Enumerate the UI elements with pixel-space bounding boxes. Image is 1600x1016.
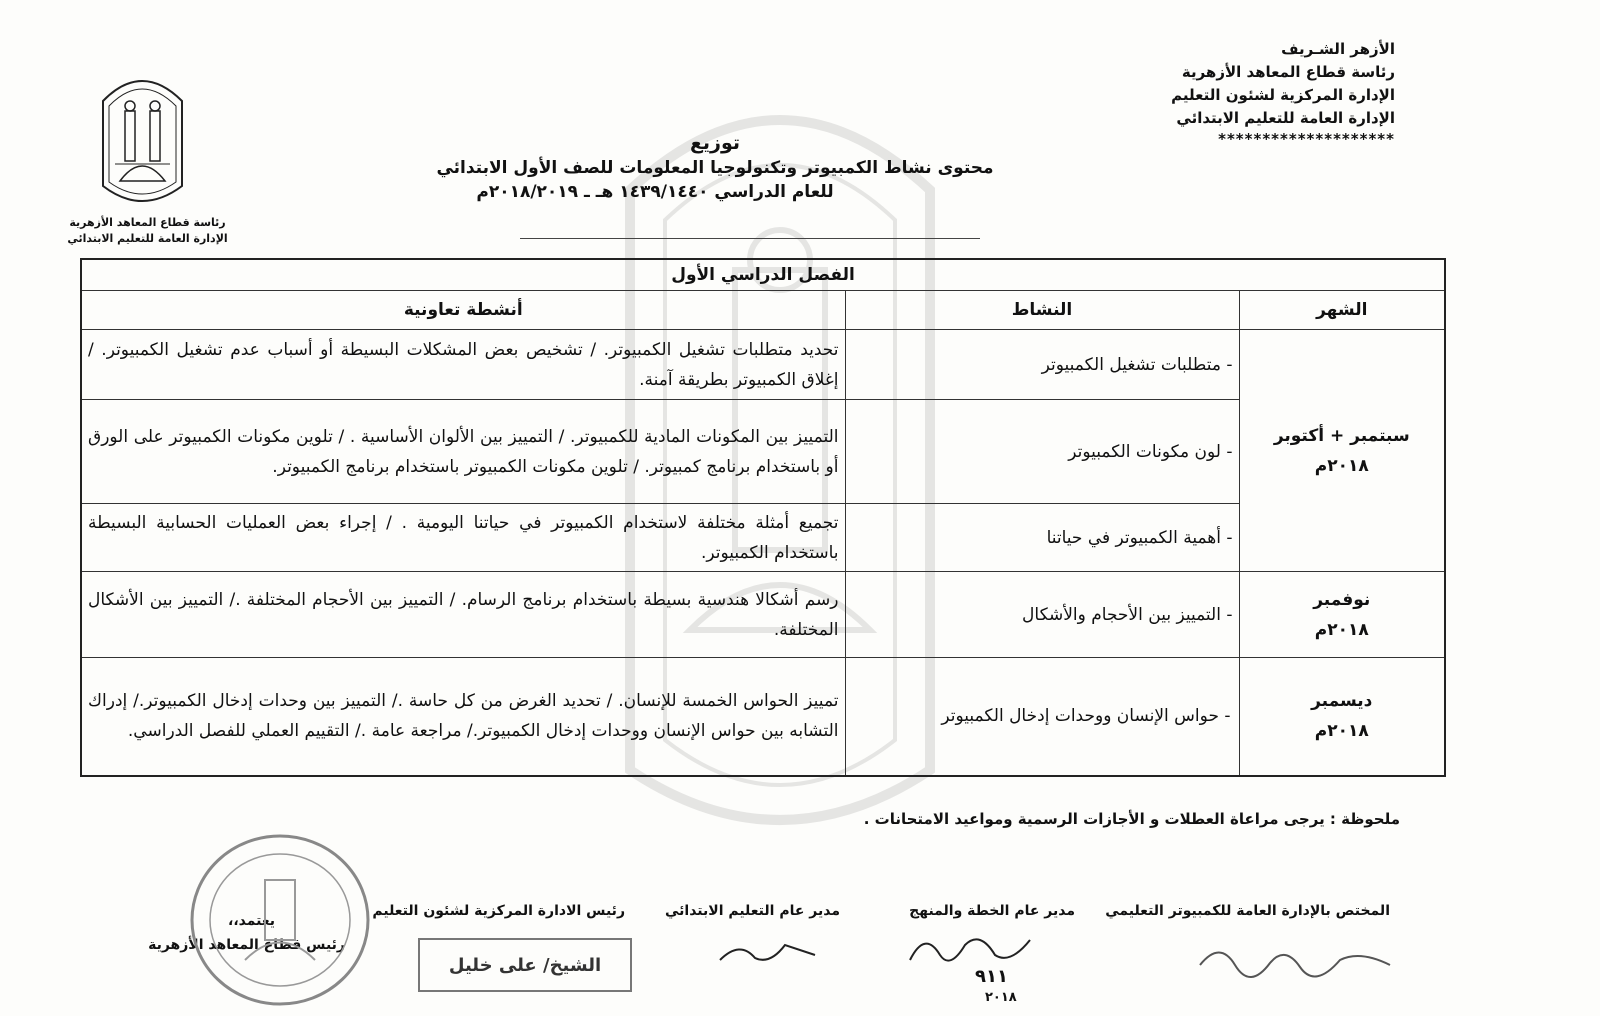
month-name: نوفمبر	[1313, 589, 1371, 610]
title-line-1: توزيع	[689, 132, 741, 154]
name-stamp: الشيخ/ على خليل	[418, 938, 632, 992]
month-cell	[1239, 658, 1445, 776]
month-year: ٢٠١٨م	[1314, 721, 1369, 742]
header-stars: ********************	[1218, 130, 1395, 148]
logo-caption	[60, 215, 235, 247]
logo-caption-line-2: الإدارة العامة للتعليم الابتدائي	[67, 232, 228, 245]
official-seal-icon	[185, 830, 375, 1010]
semester-header: الفصل الدراسي الأول	[81, 259, 1445, 291]
handwritten-number: ٩١١	[975, 966, 1008, 987]
signature-title-central-head: رئيس الادارة المركزية لشئون التعليم	[372, 903, 625, 919]
title-line-2: محتوى نشاط الكمبيوتر وتكنولوجيا المعلومات للصف الأول الابتدائي	[436, 158, 994, 178]
activity-cell: - متطلبات تشغيل الكمبيوتر	[845, 330, 1239, 400]
schedule-table	[80, 258, 1446, 777]
table-row	[81, 658, 1445, 776]
column-header-month: الشهر	[1239, 291, 1445, 330]
note-text: ملحوظة : يرجى مراعاة العطلات و الأجازات الرسمية ومواعيد الامتحانات .	[863, 810, 1400, 828]
month-year: ٢٠١٨م	[1314, 619, 1369, 640]
column-header-coop: أنشطة تعاونية	[81, 291, 845, 330]
month-name: ديسمبر	[1311, 691, 1373, 712]
coop-cell: تجميع أمثلة مختلفة لاستخدام الكمبيوتر في حياتنا اليومية . / إجراء بعض العمليات الحسابية البسيطة باستخدام الكمبيوتر.	[81, 504, 845, 572]
month-name: سبتمبر + أكتوبر	[1273, 425, 1410, 446]
activity-cell: - لون مكونات الكمبيوتر	[845, 400, 1239, 504]
azhar-logo-icon	[95, 66, 190, 211]
coop-cell: رسم أشكالا هندسية بسيطة باستخدام برنامج الرسام. / التمييز بين الأحجام المختلفة ./ التمييز بين الأشكال المختلفة.	[81, 572, 845, 658]
signature-title-plan-director: مدير عام الخطة والمنهج	[909, 903, 1075, 919]
header-line-1: الأزهر الشـريف	[1281, 40, 1395, 58]
header-line-4: الإدارة العامة للتعليم الابتدائي	[1176, 109, 1395, 127]
coop-cell: تمييز الحواس الخمسة للإنسان. / تحديد الغرض من كل حاسة ./ التمييز بين وحدات إدخال الكمبيوتر./ إدراك التشابه بين حواس الإنسان ووحدات إدخال الكمبيوتر./ مراجعة عامة ./ التقييم العملي للفصل الدراسي.	[81, 658, 845, 776]
month-cell	[1239, 572, 1445, 658]
signature-title-sector-head: رئيس قطاع المعاهد الأزهرية	[148, 937, 345, 953]
header-line-2: رئاسة قطاع المعاهد الأزهرية	[1181, 63, 1395, 81]
activity-cell: - أهمية الكمبيوتر في حياتنا	[845, 504, 1239, 572]
logo-caption-line-1: رئاسة قطاع المعاهد الأزهرية	[69, 216, 226, 229]
institution-header	[1135, 38, 1395, 151]
signature-specialist-icon	[1190, 935, 1400, 985]
month-year: ٢٠١٨م	[1314, 455, 1369, 476]
header-line-3: الإدارة المركزية لشئون التعليم	[1171, 86, 1395, 104]
signature-primary-director-icon	[715, 930, 825, 970]
approve-label: يعتمد،،	[228, 913, 275, 929]
coop-cell: التمييز بين المكونات المادية للكمبيوتر. / التمييز بين الألوان الأساسية . / تلوين مكونات الكمبيوتر على الورق أو باستخدام برنامج كمبيوتر. / تلوين مكونات الكمبيوتر باستخدام برنامج الكمبيوتر.	[81, 400, 845, 504]
activity-cell: - حواس الإنسان ووحدات إدخال الكمبيوتر	[845, 658, 1239, 776]
title-line-3: للعام الدراسي ١٤٣٩/١٤٤٠ هـ ـ ٢٠١٨/٢٠١٩م	[476, 182, 834, 202]
signature-title-specialist: المختص بالإدارة العامة للكمبيوتر التعليمي	[1105, 903, 1390, 919]
handwritten-year: ٢٠١٨	[985, 990, 1017, 1005]
table-row	[81, 330, 1445, 400]
activity-cell: - التمييز بين الأحجام والأشكال	[845, 572, 1239, 658]
title-underline	[520, 238, 980, 239]
document-title	[420, 130, 1010, 204]
signature-title-primary-director: مدير عام التعليم الابتدائي	[664, 903, 840, 919]
column-header-activity: النشاط	[845, 291, 1239, 330]
month-cell	[1239, 330, 1445, 572]
table-row	[81, 572, 1445, 658]
coop-cell: تحديد متطلبات تشغيل الكمبيوتر. / تشخيص بعض المشكلات البسيطة أو أسباب عدم تشغيل الكمبيوتر. / إغلاق الكمبيوتر بطريقة آمنة.	[81, 330, 845, 400]
